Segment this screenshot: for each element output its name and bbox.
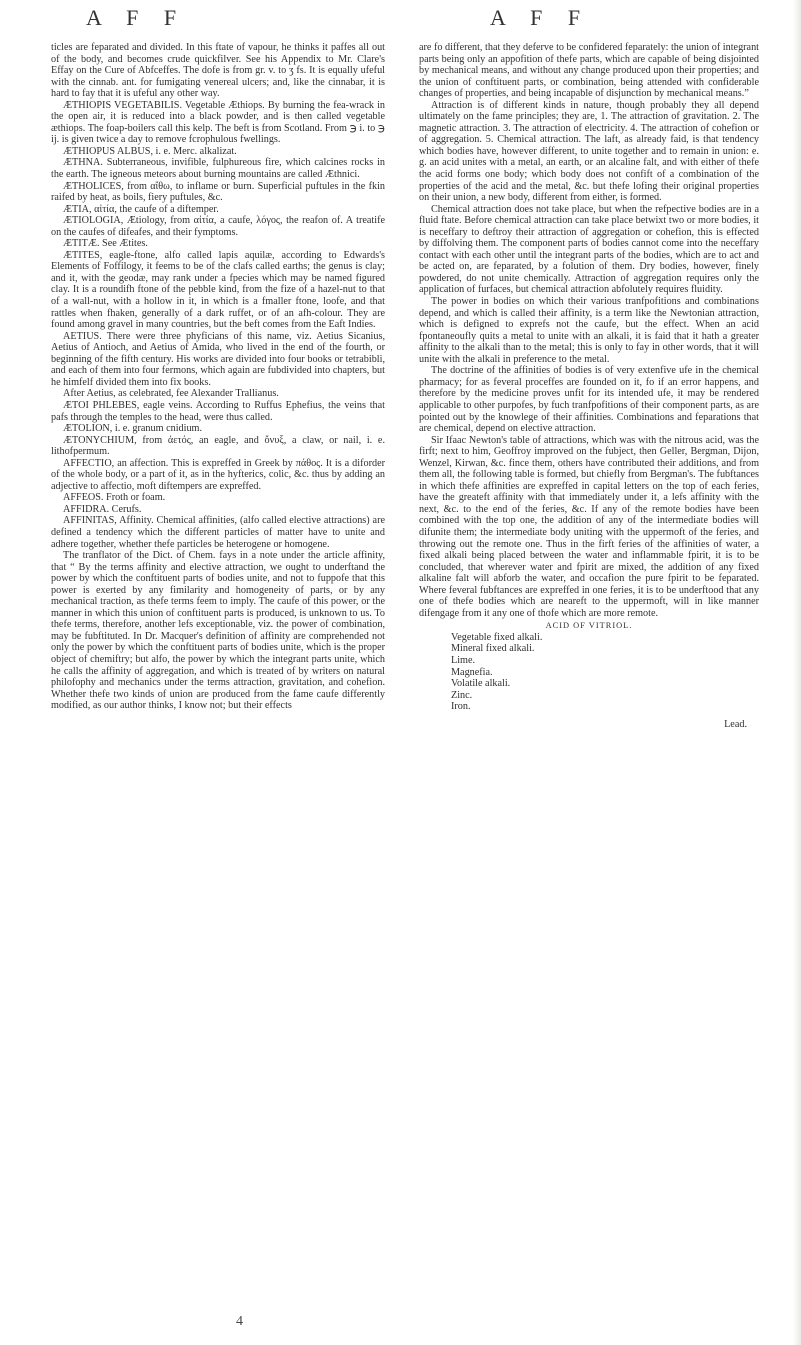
entry-paragraph: ÆTIA, αἰτία, the caufe of a diftemper. — [63, 203, 219, 215]
entry-paragraph: ÆTHIOPUS ALBUS, i. e. Merc. alkalizat. — [63, 145, 237, 157]
entry-paragraph: AFFINITAS, Affinity. Chemical affinities, (alfo called elective attractions) are defined a tendency which the different particles of matter have to unite and adhere together, whether thefe particles be heterogene or homogene. — [51, 515, 385, 550]
entry-paragraph: The power in bodies on which their various tranfpofitions and combinations depend, and which is called their affinity, is a term like the Newtonian attraction, which is defigned to exprefs not the caufe, but the effect. When an acid fpontaneoufly quits a metal to unite with an alkali, it is faid that it hath a greater affinity to the alkali than to the metal; this is only to fay in other words, that it will unite with the alkali in preference to the metal. — [419, 296, 759, 365]
affinity-table-item: Vegetable fixed alkali. — [451, 631, 543, 643]
affinity-table-item: Magnefia. — [451, 666, 493, 678]
entry-paragraph: Chemical attraction does not take place, but when the refpective bodies are in a fluid ftate. Before chemical attraction can take place betwixt two or more bodies, it is neceffary to deftroy their attraction of aggregation or cohefion, this is effected by diffolving them. The component parts of bodies cannot come into the neceffary contact with each other until the integrant parts of the bodies, which are to act and be acted on, are feparated, by a folution of them. Dry bodies, however, finely powdered, do not unite chemically. Attraction of aggregation requires only the application of furfaces, but chemical attraction abfolutely requires fluidity. — [419, 203, 759, 296]
entry-paragraph: ÆTHOLICES, from αἴθω, to inflame or burn. Superficial puftules in the fkin raifed by heat, as boils, fiery puftules, &c. — [51, 180, 385, 204]
entry-paragraph: The tranflator of the Dict. of Chem. fays in a note under the article affinity, that “ By the terms affinity and elective attraction, we ought to underftand the power by which the conftituent parts of bodies unite, and not to fuppofe that this power is exerted by any fimilarity and homogeneity of parts, or by any mechanical traction, as thefe terms feem to imply. The caufe of this power, or the manner in which this union of conftituent parts is produced, is unknown to us. To thefe terms, therefore, another lefs exceptionable, viz. the power of combination, may be fubftituted. In Dr. Macquer's definition of affinity are comprehended not only the power by which the conftituent parts of bodies unite, which is the proper object of chemiftry; but alfo, the power by which the integrant parts unite, which he calls the affinity of aggregation, and which is treated of by writers on natural philofophy and mechanics under the terms attraction, gravitation, and cohefion. Whether thefe two kinds of union are produced from the fame caufe differently modified, as our author thinks, I know not; but their effects — [51, 550, 385, 712]
entry-paragraph: After Aetius, as celebrated, fee Alexander Trallianus. — [63, 388, 279, 400]
entry-paragraph: ÆTOI PHLEBES, eagle veins. According to Ruffus Ephefius, the veins that pafs through the temples to the head, were thus called. — [51, 399, 385, 423]
entry-paragraph: ÆTITES, eagle-ftone, alfo called lapis aquilæ, according to Edwards's Elements of Foffilogy, it feems to be of the clafs called earths; the genus is clay; and it, with the geodæ, may rank under a fpecies which may be named figured clay. It is a roundifh ftone of the pebble kind, from the fize of a hazel-nut to that of a wall-nut, with a hollow in it, in which is a fmaller ftone, loofe, and that rattles when fhaken, generally of a dark ruffet, or of an afh-colour. They are found among gravel in many countries, but the beft comes from the Eaft Indies. — [51, 249, 385, 331]
entry-paragraph: ÆTITÆ. See Ætites. — [63, 238, 148, 250]
entry-paragraph: ÆTONYCHIUM, from ἀετός, an eagle, and ὄνυξ, a claw, or nail, i. e. lithofpermum. — [51, 434, 385, 458]
entry-paragraph: The doctrine of the affinities of bodies is of very extenfive ufe in the chemical pharmacy; for as feveral proceffes are founded on it, fo if an error happens, and therefore by the medicine proves unfit for its intended ufe, it may be rendered applicable to other purpofes, by fuch tranfpofitions of their component parts, as are pointed out by the knowlege of their affinities. Combinations and feparations that are chemical, depend on elective attraction. — [419, 365, 759, 435]
entry-paragraph: AFFEOS. Froth or foam. — [63, 492, 166, 504]
affinity-table-item: Mineral fixed alkali. — [451, 643, 535, 655]
entry-paragraph: Attraction is of different kinds in nature, though probably they all depend ultimately on the fame principles; they are, 1. The attraction of gravitation. 2. The magnetic attraction. 3. The attraction of electricity. 4. The attraction of cohefion or of aggregation. 5. Chemical attraction. The laft, as already faid, is that tendency which bodies have, however different, to unite together and to remain in union: e. g. an acid unites with a metal, an earth, or an alcaline falt, and with either of thefe the acid forms one body; which body does not confift of a combination of the properties of the acid and the metal, &c. but thefe lofing their original properties on their union, a new body, different from either, is formed. — [419, 99, 759, 204]
left-column — [51, 42, 385, 1312]
entry-paragraph: AFFECTIO, an affection. This is expreffed in Greek by πάθος. It is a diforder of the whole body, or a part of it, as in the hyfterics, colic, &c. thus by adding an adjective to affectio, moft diftempers are expreffed. — [51, 457, 385, 492]
entry-paragraph: ÆTHIOPIS VEGETABILIS. Vegetable Æthiops. By burning the fea-wrack in the open air, it is reduced into a black powder, and is then called vegetable æthiops. The foap-boilers call this kelp. The beft is from Scotland. From ℈ i. to ℈ ij. is given twice a day to remove fcrophulous fwellings. — [51, 99, 385, 146]
entry-paragraph: Sir Ifaac Newton's table of attractions, which was with the nitrous acid, was the firft; next to him, Geoffroy improved on the fubject, then Geller, Bergman, Dijon, Wenzel, Kirwan, &c. fince them, others have contributed their additions, and from them all, the following table is formed, but chiefly from Bergman's. The fubftances in which thefe affinities are expreffed in capital letters on the top of each feries, have the greateft affinity with that immediately under it, a lefs affinity with the next, &c. to the end of the feries, &c. If any of the remote bodies have been combined with the top one, the addition of any of the intermediate bodies will difunite them; the intermediate body uniting with the uppermoft of the feries, and throwing out the remote one. Thus in the firft feries of the affinities of water, a fixed alkali being placed between the water and inflammable fpirit, it is to be concluded, that wherever water and fpirit are mixed, the addition of any fixed alkaline falt will abforb the water, and occafion the pure fpirit to be feparated. Where feveral fubftances are expreffed in one feries, it is to be underftood that any one of thefe bodies which are neareft to the uppermoft, will in like manner difengage from it any one of thofe which are more remote. — [419, 434, 759, 619]
catchword: Lead. — [724, 718, 747, 730]
affinity-table-item: Volatile alkali. — [451, 678, 511, 690]
entry-paragraph: are fo different, that they deferve to be confidered feparately: the union of integrant parts being only an appofition of thefe parts, which are capable of being disjointed by mechanical means, and without any change produced upon their properties; and the union of conftituent parts, or combination, being attended with confiderable changes of properties, and being incapable of disjunction by mechanical means.” — [419, 42, 759, 100]
running-head-right: A F F — [490, 5, 591, 30]
affinity-table-item: Lime. — [451, 654, 476, 666]
affinity-table-item: Zinc. — [451, 689, 473, 701]
entry-paragraph: AFFIDRA. Cerufs. — [63, 503, 142, 515]
entry-paragraph: ticles are feparated and divided. In this ftate of vapour, he thinks it paffes all out of the body, and becomes crude quickfilver. See his Appendix to Mr. Clare's Effay on the Cure of Abfceffes. The dofe is from gr. v. to ʒ fs. It is equally ufeful with the cinnab. ant. for fumigating venereal ulcers; and, like the cinnabar, it is hard to fay that it is ufeful any other way. — [51, 42, 385, 100]
entry-paragraph: ÆTHNA. Subterraneous, invifible, fulphureous fire, which calcines rocks in the earth. The igneous meteors about burning mountains are called Æthnici. — [51, 157, 385, 181]
entry-paragraph: AETIUS. There were three phyficians of this name, viz. Aetius Sicanius, Aetius of Antioch, and Aetius of Amida, who lived in the end of the fourth, or beginning of the fifth century. His works are divided into four books or tetrabibli, and each of them into four fermons, which again are fubdivided into chapters, but he himfelf divided them into fix books. — [51, 330, 385, 388]
affinity-table-heading: ACID OF VITRIOL. — [545, 621, 633, 631]
entry-paragraph: ÆTIOLOGIA, Ætiology, from αἰτία, a caufe, λόγος, the reafon of. A treatife on the caufes of difeafes, and their fymptoms. — [51, 215, 385, 238]
right-column — [419, 42, 759, 1312]
running-head-left: A F F — [86, 5, 187, 30]
page-right-edge — [793, 0, 801, 1345]
entry-paragraph: ÆTOLION, i. e. granum cnidium. — [63, 423, 203, 435]
page-left-margin — [0, 0, 22, 1345]
affinity-table-item: Iron. — [451, 701, 471, 713]
signature-mark: 4 — [236, 1314, 243, 1329]
